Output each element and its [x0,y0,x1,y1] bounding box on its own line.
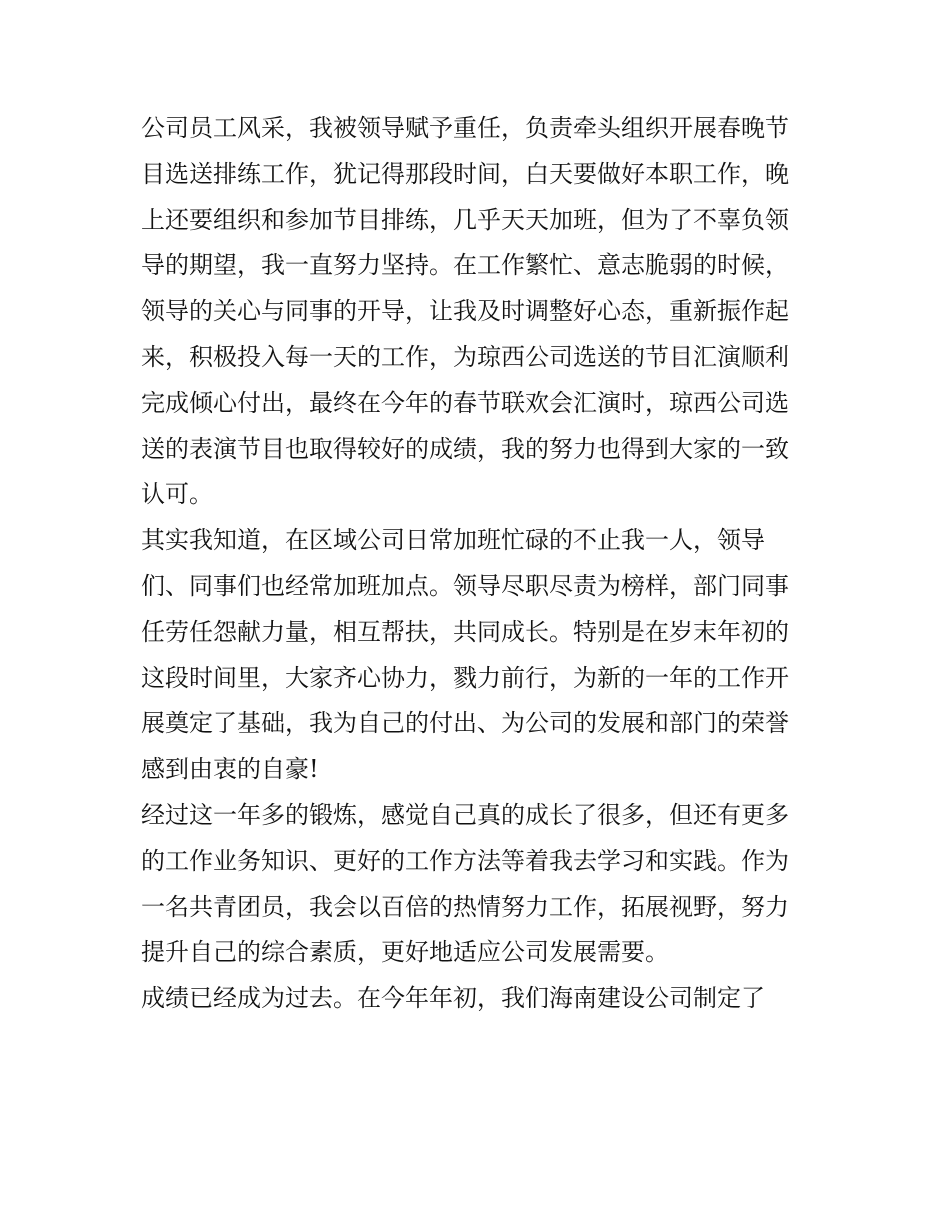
text-line: 成绩已经成为过去。在今年年初，我们海南建设公司制定了 [141,984,765,1013]
text-line: 完成倾心付出，最终在今年的春节联欢会汇演时，琼西公司选 [141,388,789,417]
text-line: 导的期望，我一直努力坚持。在工作繁忙、意志脆弱的时候， [141,251,789,280]
text-line: 的工作业务知识、更好的工作方法等着我去学习和实践。作为 [141,846,789,875]
text-line: 其实我知道，在区域公司日常加班忙碌的不止我一人，领导 [141,526,765,555]
text-line: 这段时间里，大家齐心协力，戮力前行，为新的一年的工作开 [141,663,789,692]
body-text [141,106,813,1022]
text-line: 提升自己的综合素质，更好地适应公司发展需要。 [141,938,669,967]
text-line: 们、同事们也经常加班加点。领导尽职尽责为榜样，部门同事 [141,571,789,600]
text-line: 公司员工风采，我被领导赋予重任，负责牵头组织开展春晚节 [141,114,789,142]
text-line: 上还要组织和参加节目排练，几乎天天加班，但为了不辜负领 [141,205,789,234]
text-line: 任劳任怨献力量，相互帮扶，共同成长。特别是在岁末年初的 [141,617,789,646]
text-line: 来，积极投入每一天的工作，为琼西公司选送的节目汇演顺利 [141,342,789,371]
text-line: 展奠定了基础，我为自己的付出、为公司的发展和部门的荣誉 [141,709,789,738]
text-line: 一名共青团员，我会以百倍的热情努力工作，拓展视野，努力 [141,892,789,921]
text-line: 领导的关心与同事的开导，让我及时调整好心态，重新振作起 [141,297,789,326]
text-line: 送的表演节目也取得较好的成绩，我的努力也得到大家的一致 [141,434,789,463]
text-line: 认可。 [141,480,213,509]
text-line: 感到由衷的自豪! [141,755,319,784]
text-line: 目选送排练工作，犹记得那段时间，白天要做好本职工作，晚 [141,159,789,188]
text-line: 经过这一年多的锻炼，感觉自己真的成长了很多，但还有更多 [141,800,789,829]
